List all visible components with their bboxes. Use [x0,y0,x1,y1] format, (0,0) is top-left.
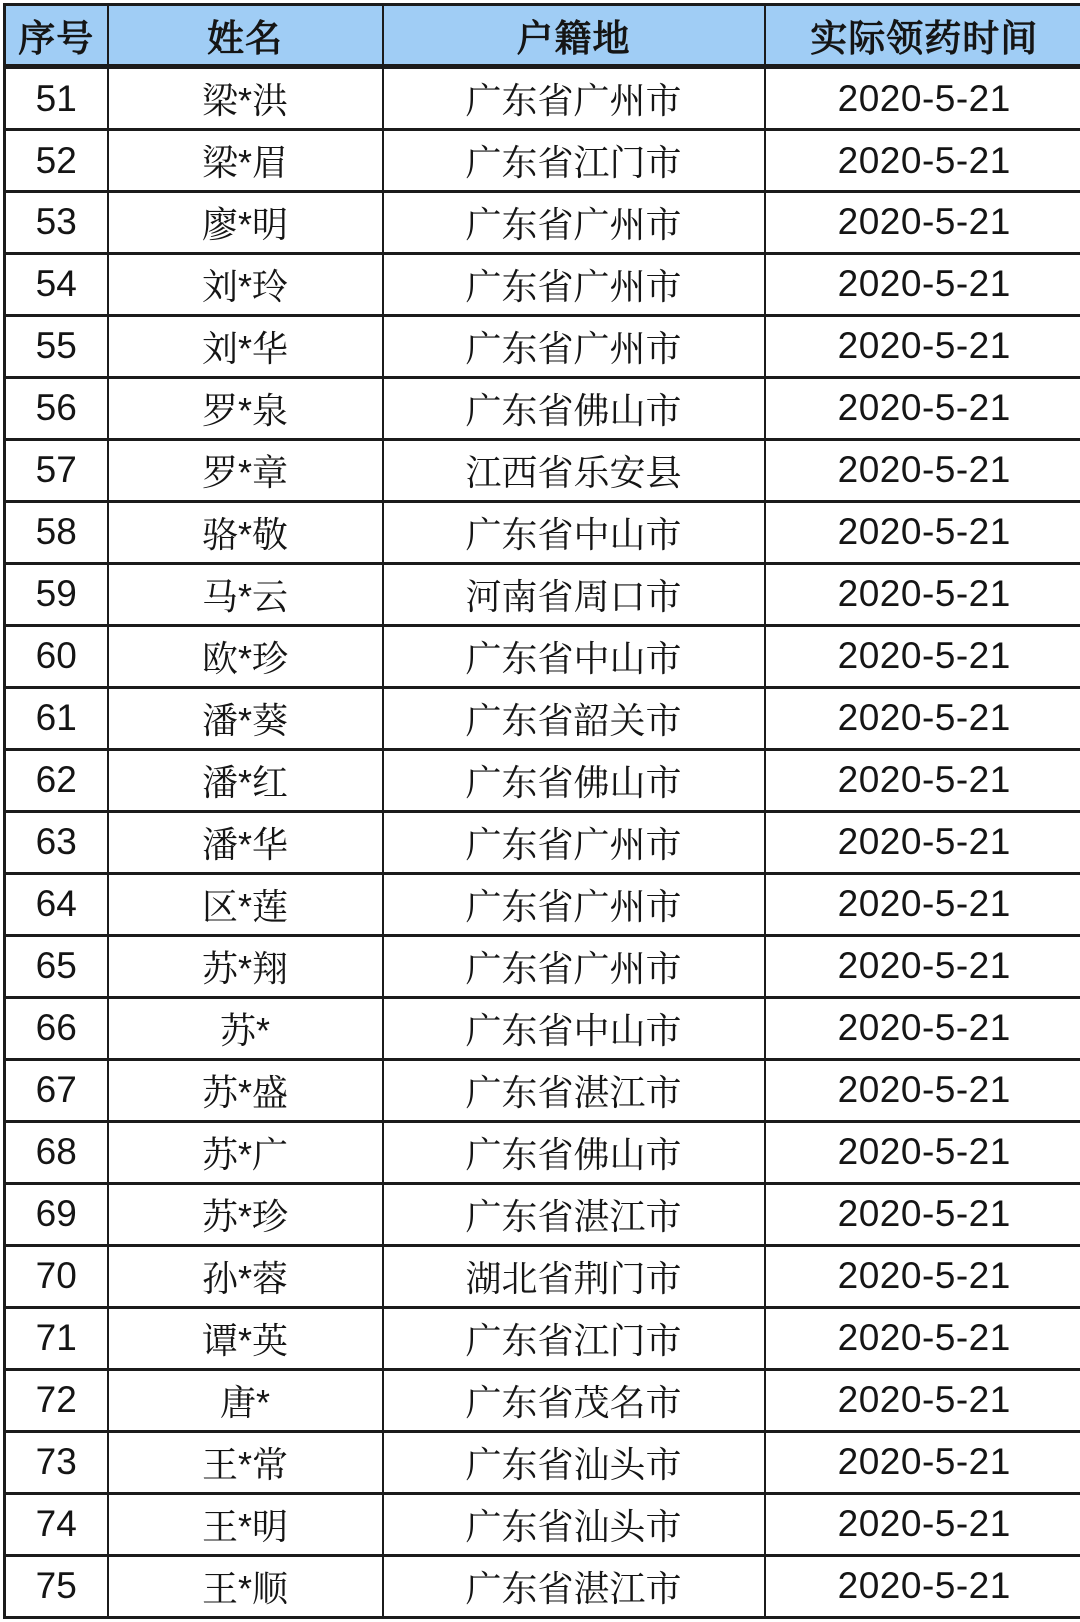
table-row [5,749,1080,811]
serial-cell: 74 [5,1493,108,1555]
name-cell: 王*常 [108,1431,383,1493]
name-cell: 苏*广 [108,1121,383,1183]
name-cell: 潘*红 [108,749,383,811]
serial-cell: 70 [5,1245,108,1307]
table-row [5,501,1080,563]
serial-cell: 63 [5,811,108,873]
origin-cell: 广东省中山市 [383,625,765,687]
name-cell: 刘*华 [108,315,383,377]
origin-cell: 广东省江门市 [383,130,765,192]
name-cell: 梁*眉 [108,130,383,192]
name-cell: 王*明 [108,1493,383,1555]
date-cell: 2020-5-21 [765,749,1080,811]
date-cell: 2020-5-21 [765,1183,1080,1245]
table-row [5,67,1080,130]
serial-cell: 60 [5,625,108,687]
name-cell: 刘*玲 [108,253,383,315]
serial-cell: 67 [5,1059,108,1121]
serial-cell: 65 [5,935,108,997]
origin-cell: 广东省广州市 [383,67,765,130]
table-row [5,1307,1080,1369]
origin-cell: 广东省湛江市 [383,1183,765,1245]
date-cell: 2020-5-21 [765,315,1080,377]
name-cell: 区*莲 [108,873,383,935]
name-cell: 唐* [108,1369,383,1431]
origin-cell: 广东省中山市 [383,501,765,563]
origin-cell: 江西省乐安县 [383,439,765,501]
serial-cell: 57 [5,439,108,501]
origin-cell: 湖北省荆门市 [383,1245,765,1307]
name-cell: 廖*明 [108,192,383,254]
date-cell: 2020-5-21 [765,1369,1080,1431]
serial-cell: 68 [5,1121,108,1183]
date-cell: 2020-5-21 [765,1121,1080,1183]
date-cell: 2020-5-21 [765,811,1080,873]
serial-cell: 69 [5,1183,108,1245]
date-cell: 2020-5-21 [765,501,1080,563]
serial-cell: 73 [5,1431,108,1493]
origin-cell: 广东省江门市 [383,1307,765,1369]
name-cell: 孙*蓉 [108,1245,383,1307]
name-cell: 苏* [108,997,383,1059]
origin-cell: 广东省广州市 [383,315,765,377]
date-cell: 2020-5-21 [765,625,1080,687]
table-row [5,811,1080,873]
serial-cell: 52 [5,130,108,192]
origin-cell: 广东省广州市 [383,935,765,997]
origin-cell: 广东省茂名市 [383,1369,765,1431]
medicine-pickup-table [3,3,1080,1619]
date-cell: 2020-5-21 [765,1555,1080,1617]
header-serial: 序号 [5,5,108,67]
origin-cell: 广东省广州市 [383,811,765,873]
header-row [5,5,1080,67]
date-cell: 2020-5-21 [765,439,1080,501]
serial-cell: 54 [5,253,108,315]
serial-cell: 61 [5,687,108,749]
origin-cell: 广东省汕头市 [383,1493,765,1555]
date-cell: 2020-5-21 [765,687,1080,749]
origin-cell: 广东省佛山市 [383,749,765,811]
name-cell: 王*顺 [108,1555,383,1617]
table-row [5,1183,1080,1245]
serial-cell: 75 [5,1555,108,1617]
table-row [5,1121,1080,1183]
date-cell: 2020-5-21 [765,1431,1080,1493]
table-row [5,563,1080,625]
table-row [5,687,1080,749]
table-row [5,1369,1080,1431]
origin-cell: 广东省湛江市 [383,1059,765,1121]
table-row [5,1245,1080,1307]
origin-cell: 广东省湛江市 [383,1555,765,1617]
date-cell: 2020-5-21 [765,1307,1080,1369]
origin-cell: 广东省广州市 [383,253,765,315]
date-cell: 2020-5-21 [765,997,1080,1059]
table-row [5,192,1080,254]
header-name: 姓名 [108,5,383,67]
table-row [5,377,1080,439]
origin-cell: 广东省韶关市 [383,687,765,749]
date-cell: 2020-5-21 [765,935,1080,997]
name-cell: 罗*章 [108,439,383,501]
serial-cell: 72 [5,1369,108,1431]
name-cell: 马*云 [108,563,383,625]
header-pickup-time: 实际领药时间 [765,5,1080,67]
table-row [5,997,1080,1059]
name-cell: 潘*葵 [108,687,383,749]
date-cell: 2020-5-21 [765,253,1080,315]
date-cell: 2020-5-21 [765,1493,1080,1555]
date-cell: 2020-5-21 [765,563,1080,625]
table-row [5,1059,1080,1121]
date-cell: 2020-5-21 [765,1245,1080,1307]
serial-cell: 56 [5,377,108,439]
name-cell: 梁*洪 [108,67,383,130]
serial-cell: 51 [5,67,108,130]
date-cell: 2020-5-21 [765,192,1080,254]
origin-cell: 广东省汕头市 [383,1431,765,1493]
serial-cell: 53 [5,192,108,254]
origin-cell: 广东省佛山市 [383,1121,765,1183]
date-cell: 2020-5-21 [765,377,1080,439]
origin-cell: 广东省佛山市 [383,377,765,439]
serial-cell: 64 [5,873,108,935]
table-row [5,1555,1080,1617]
name-cell: 谭*英 [108,1307,383,1369]
table-row [5,315,1080,377]
serial-cell: 71 [5,1307,108,1369]
table-row [5,439,1080,501]
name-cell: 苏*盛 [108,1059,383,1121]
origin-cell: 广东省广州市 [383,192,765,254]
header-origin: 户籍地 [383,5,765,67]
name-cell: 苏*珍 [108,1183,383,1245]
date-cell: 2020-5-21 [765,873,1080,935]
date-cell: 2020-5-21 [765,1059,1080,1121]
table-row [5,1493,1080,1555]
date-cell: 2020-5-21 [765,67,1080,130]
table-row [5,935,1080,997]
table-row [5,625,1080,687]
origin-cell: 广东省中山市 [383,997,765,1059]
serial-cell: 62 [5,749,108,811]
table-header [5,5,1080,67]
table-row [5,873,1080,935]
name-cell: 欧*珍 [108,625,383,687]
serial-cell: 55 [5,315,108,377]
name-cell: 罗*泉 [108,377,383,439]
serial-cell: 66 [5,997,108,1059]
table-body [5,67,1080,1618]
name-cell: 骆*敬 [108,501,383,563]
origin-cell: 广东省广州市 [383,873,765,935]
date-cell: 2020-5-21 [765,130,1080,192]
serial-cell: 59 [5,563,108,625]
name-cell: 苏*翔 [108,935,383,997]
table-row [5,130,1080,192]
serial-cell: 58 [5,501,108,563]
table-row [5,1431,1080,1493]
origin-cell: 河南省周口市 [383,563,765,625]
name-cell: 潘*华 [108,811,383,873]
table-row [5,253,1080,315]
